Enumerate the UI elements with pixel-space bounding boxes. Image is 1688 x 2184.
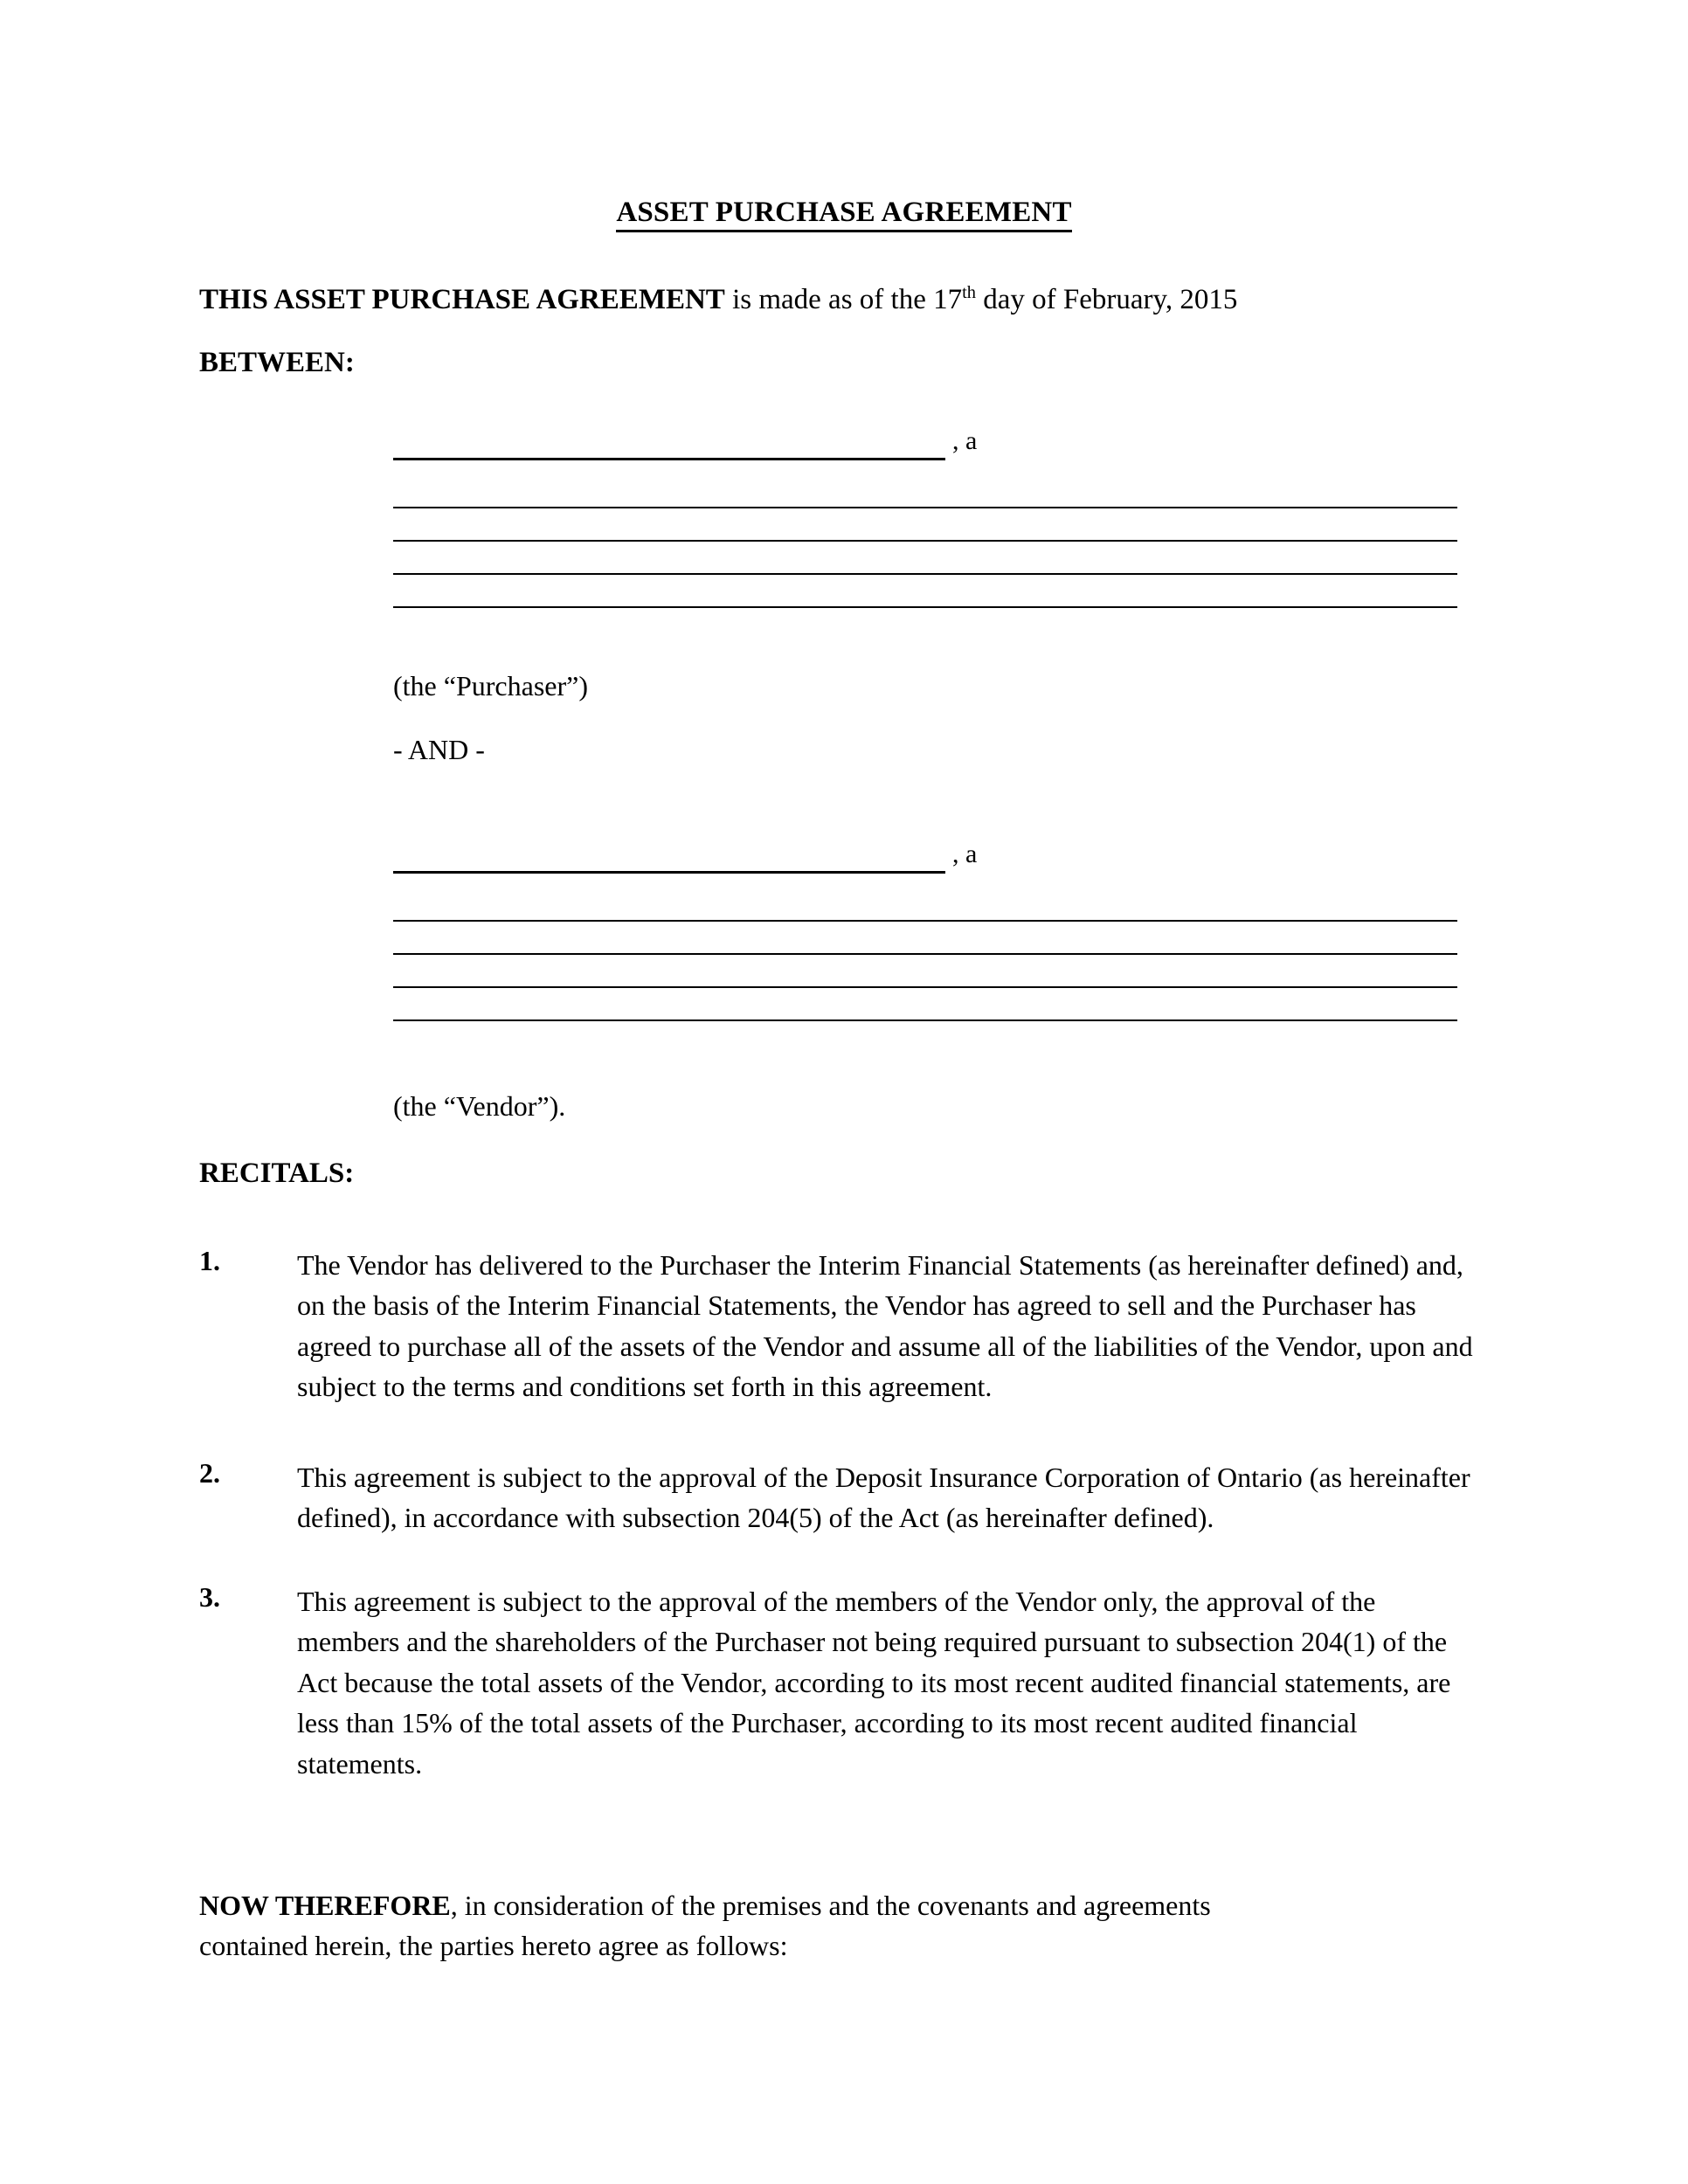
- and-separator: - AND -: [393, 734, 485, 765]
- purchaser-description-blank-rule[interactable]: [393, 606, 1457, 608]
- page-title: [0, 197, 1688, 229]
- recital-number: 3.: [199, 1581, 220, 1613]
- agreement-intro-tail: day of February, 2015: [976, 284, 1238, 315]
- page-title-text: ASSET PURCHASE AGREEMENT: [616, 197, 1071, 232]
- ordinal-suffix: th: [962, 283, 977, 302]
- agreement-intro-lead: THIS ASSET PURCHASE AGREEMENT: [199, 284, 725, 315]
- purchaser-caption: (the “Purchaser”): [393, 670, 588, 702]
- agreement-intro-middle: is made as of the 17: [724, 284, 963, 315]
- recital-item: [199, 1457, 1477, 1538]
- vendor-description-blank-rule[interactable]: [393, 1019, 1457, 1021]
- vendor-description-blank-rule[interactable]: [393, 953, 1457, 955]
- party-block-purchaser: [393, 419, 1457, 608]
- party-block-vendor: [393, 833, 1457, 1021]
- purchaser-description-blank-rule[interactable]: [393, 573, 1457, 575]
- closing-paragraph: [199, 1885, 1230, 1966]
- vendor-description-blank-rule[interactable]: [393, 986, 1457, 988]
- closing-lead: NOW THEREFORE: [199, 1890, 451, 1921]
- recital-item: [199, 1245, 1477, 1407]
- purchaser-name-suffix: , a: [952, 426, 978, 455]
- vendor-name-blank-rule[interactable]: [393, 871, 945, 874]
- recital-text: This agreement is subject to the approval of the Deposit Insurance Corporation of Ontario (as hereinafter defined), in accordance with subsection 204(5) of the Act (as hereinafter defined).: [297, 1462, 1470, 1534]
- agreement-intro-line: [199, 281, 1484, 320]
- purchaser-name-row: [393, 419, 1457, 468]
- between-label: BETWEEN:: [199, 347, 355, 378]
- purchaser-description-blank-rule[interactable]: [393, 540, 1457, 542]
- vendor-name-row: [393, 833, 1457, 881]
- closing-text: , in consideration of the premises and the covenants and agreements contained herein, the parties hereto agree as follows:: [199, 1890, 1211, 1962]
- recital-number: 2.: [199, 1457, 220, 1489]
- purchaser-name-blank-rule[interactable]: [393, 458, 945, 460]
- recitals-label: RECITALS:: [199, 1158, 355, 1189]
- recital-text: The Vendor has delivered to the Purchaser the Interim Financial Statements (as hereinafter defined) and, on the basis of the Interim Financial Statements, the Vendor has agreed to sell and the Purchaser has agreed to purchase all of the assets of the Vendor and assume all of the liabilities of the Vendor, upon and subject to the terms and conditions set forth in this agreement.: [297, 1249, 1473, 1403]
- recital-number: 1.: [199, 1245, 220, 1276]
- recital-item: [199, 1581, 1477, 1784]
- recital-text: This agreement is subject to the approval of the members of the Vendor only, the approval of the members and the shareholders of the Purchaser not being required pursuant to subsection 204(1) of the Act because the total assets of the Vendor, according to its most recent audited financial statements, are less than 15% of the total assets of the Purchaser, according to its most recent audited financial statements.: [297, 1586, 1451, 1780]
- vendor-description-blank-rule[interactable]: [393, 920, 1457, 922]
- purchaser-description-blank-rule[interactable]: [393, 507, 1457, 508]
- vendor-caption: (the “Vendor”).: [393, 1090, 566, 1122]
- vendor-name-suffix: , a: [952, 840, 978, 868]
